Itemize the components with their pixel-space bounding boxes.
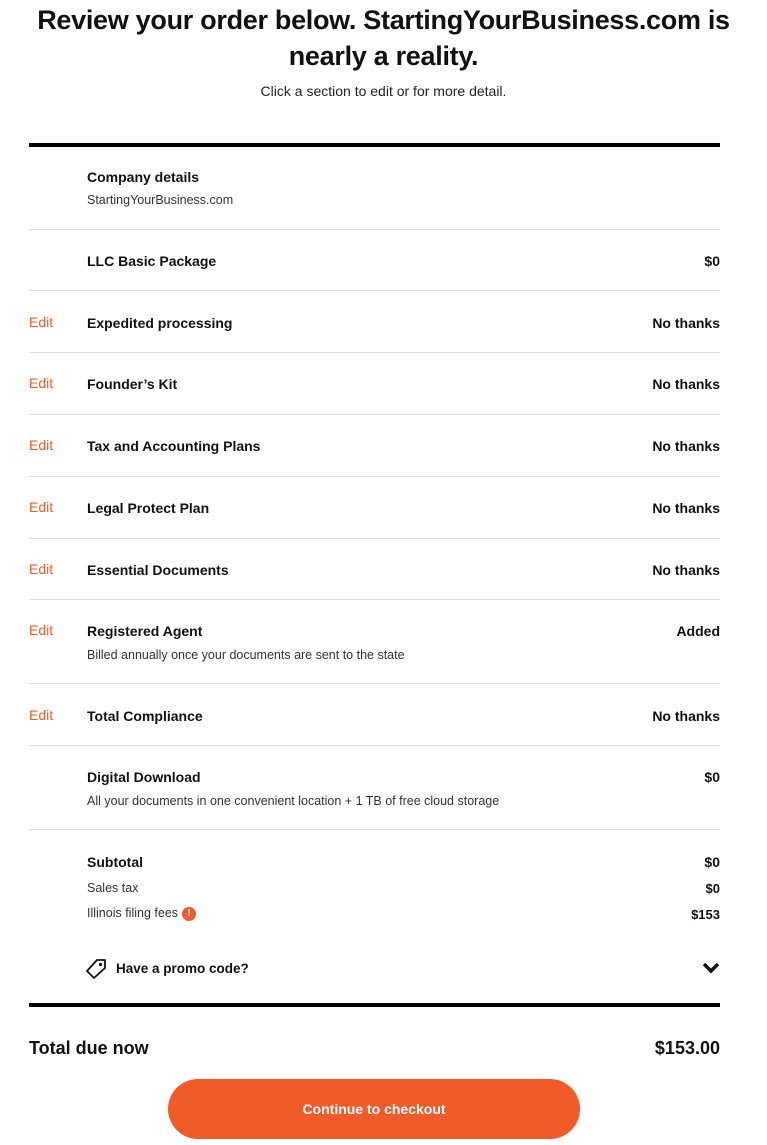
item-desc: StartingYourBusiness.com (87, 193, 234, 207)
filing-fees-label: Illinois filing fees (87, 906, 179, 920)
edit-link[interactable]: Edit (29, 437, 54, 453)
info-icon[interactable]: ! (182, 907, 196, 921)
item-label: Legal Protect Plan (87, 500, 210, 516)
item-essential-docs[interactable] (29, 539, 720, 600)
item-founders-kit[interactable] (29, 353, 720, 415)
chevron-down-icon (702, 961, 720, 975)
edit-link[interactable]: Edit (29, 314, 54, 330)
total-label: Total due now (29, 1038, 149, 1058)
page-subtitle: Click a section to edit or for more detail. (260, 83, 507, 99)
item-label: Digital Download (87, 769, 201, 785)
item-label: LLC Basic Package (87, 253, 217, 269)
item-label: Founder’s Kit (87, 376, 178, 392)
item-company-details[interactable] (29, 147, 720, 230)
item-label: Essential Documents (87, 562, 229, 578)
item-value: Added (676, 623, 720, 639)
filing-fees-value: $153 (691, 907, 720, 922)
item-digital-download[interactable] (29, 746, 720, 830)
item-label: Company details (87, 169, 200, 185)
item-value: No thanks (652, 376, 720, 392)
edit-link[interactable]: Edit (29, 561, 54, 577)
promo-label: Have a promo code? (116, 961, 249, 976)
item-value: No thanks (652, 438, 720, 454)
item-llc-basic[interactable] (29, 230, 720, 291)
edit-link[interactable]: Edit (29, 375, 54, 391)
item-tax-accounting[interactable] (29, 415, 720, 477)
edit-link[interactable]: Edit (29, 499, 54, 515)
item-registered-agent[interactable] (29, 600, 720, 684)
edit-link[interactable]: Edit (29, 707, 54, 723)
item-legal-protect[interactable] (29, 477, 720, 539)
divider (29, 1003, 720, 1007)
promo-code-toggle[interactable] (29, 958, 720, 982)
summary (29, 854, 720, 994)
item-label: Tax and Accounting Plans (87, 438, 261, 454)
continue-to-checkout-button[interactable]: Continue to checkout (168, 1079, 580, 1139)
item-value: No thanks (652, 708, 720, 724)
tag-icon (85, 958, 107, 980)
edit-link[interactable]: Edit (29, 622, 54, 638)
sales-tax-label: Sales tax (87, 881, 139, 895)
total-value: $153.00 (654, 1038, 720, 1058)
order-items (29, 147, 720, 830)
item-desc: All your documents in one convenient location + 1 TB of free cloud storage (87, 794, 500, 808)
item-value: No thanks (652, 315, 720, 331)
sales-tax-value: $0 (705, 881, 720, 896)
item-desc: Billed annually once your documents are sent to the state (87, 648, 405, 662)
subtotal-value: $0 (704, 854, 720, 870)
filing-fees-row (87, 906, 196, 921)
page-title: Review your order below. StartingYourBusiness.com is nearly a reality. (37, 5, 730, 71)
item-total-compliance[interactable] (29, 684, 720, 746)
item-value: $0 (704, 253, 720, 269)
item-value: $0 (704, 769, 720, 785)
item-label: Registered Agent (87, 623, 203, 639)
item-value: No thanks (652, 500, 720, 516)
item-label: Expedited processing (87, 315, 233, 331)
item-label: Total Compliance (87, 708, 203, 724)
subtotal-label: Subtotal (87, 854, 143, 870)
item-expedited[interactable] (29, 291, 720, 353)
item-value: No thanks (652, 562, 720, 578)
